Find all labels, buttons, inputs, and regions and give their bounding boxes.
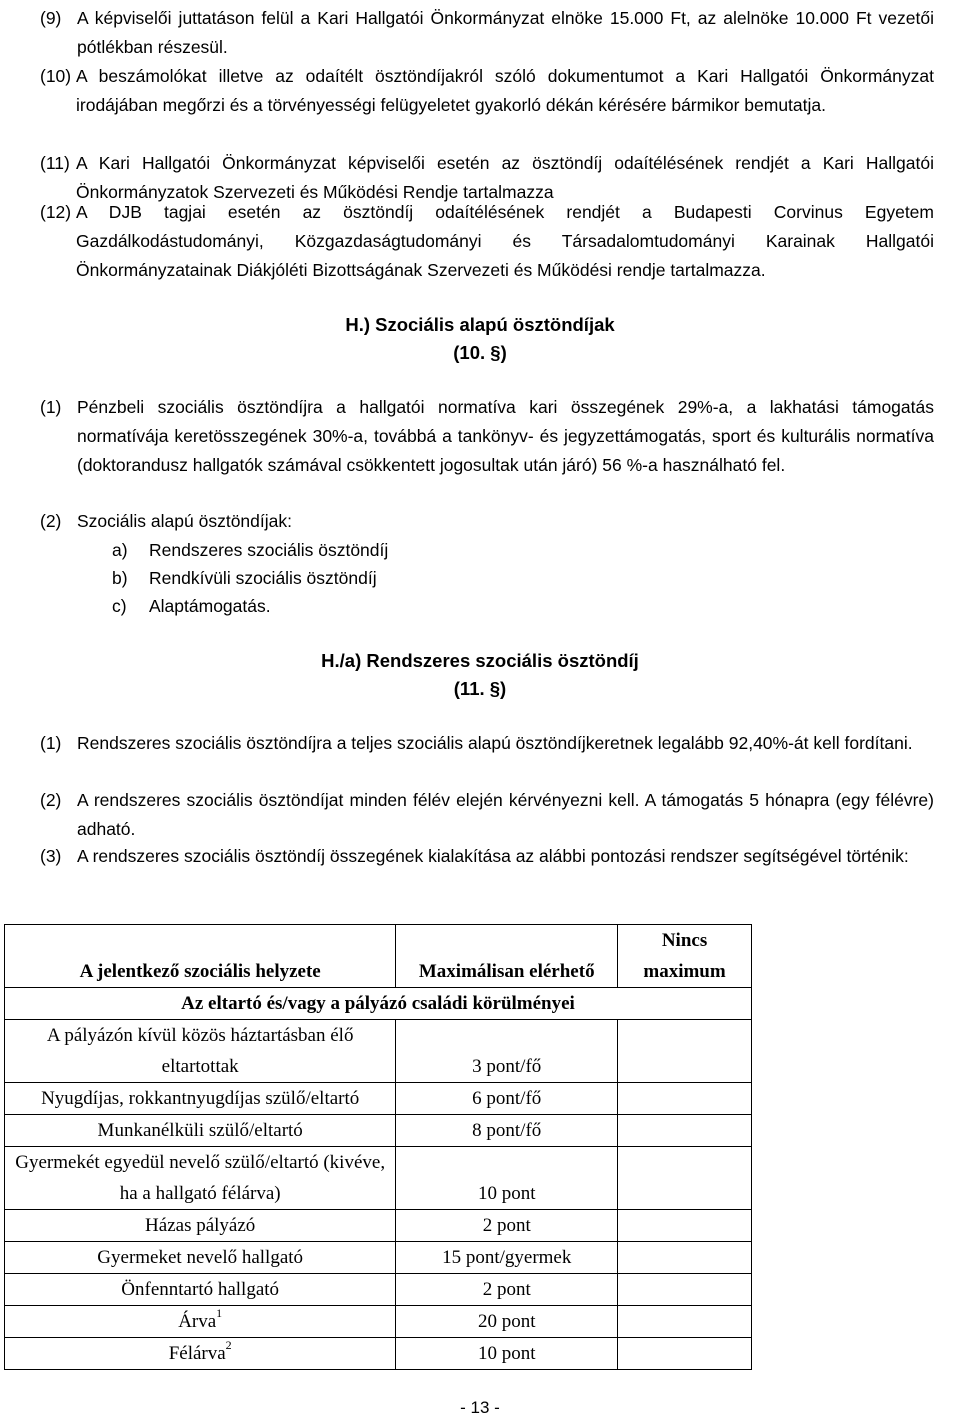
page-number: - 13 - [460,1398,500,1417]
paragraph-text: Szociális alapú ösztöndíjak: [77,511,292,531]
paragraph-number: (12) [40,202,72,222]
table-row [5,1274,752,1306]
table-row-value: 3 pont/fő [396,1020,618,1083]
paragraph-text: A rendszeres szociális ösztöndíjat minden félév elején kérvényezni kell. A támogatás 5 hónapra (egy félévre) adható. [77,790,934,839]
table-row-label: Gyermeket nevelő hallgató [5,1242,396,1274]
table-row-empty [618,1274,752,1306]
table-row-value: 10 pont [396,1147,618,1210]
table-row-value: 2 pont [396,1210,618,1242]
table-row [5,1020,752,1083]
paragraph-text: A beszámolókat illetve az odaítélt ösztöndíjakról szóló dokumentumot a Kari Hallgatói Önkormányzat irodájában megőrzi és a törvényességi felügyeletet gyakorló dékán kérésére bármikor bemutatja. [76,66,934,115]
list-item [112,592,271,621]
paragraph-number: (9) [40,8,62,28]
paragraph-text: Pénzbeli szociális ösztöndíjra a hallgatói normatíva kari összegének 29%-a, a lakhatási támogatás normatívája keretösszegének 30%-a, továbbá a tankönyv- és jegyzettámogatás, sport és kulturális normatíva (doktorandusz hallgatók számával csökkentett jogosultak után járó) 56 %-a használható fel. [77,397,934,475]
footnote-marker: 1 [216,1306,223,1320]
paragraph-text: A rendszeres szociális ösztöndíj összegének kialakítása az alábbi pontozási rendszer segítségével történik: [77,846,909,866]
paragraph-number: (2) [40,790,62,810]
table-row-label: A pályázón kívül közös háztartásban élő eltartottak [5,1020,396,1083]
section-ha-title: H./a) Rendszeres szociális ösztöndíj [321,650,639,671]
list-text: Rendkívüli szociális ösztöndíj [149,568,377,588]
table-row [5,1210,752,1242]
paragraph-text: A DJB tagjai esetén az ösztöndíj odaítélésének rendjét a Budapesti Corvinus Egyetem Gazdálkodástudományi, Közgazdaságtudományi és Társadalomtudományi Karainak Hallgatói Önkormányzatainak Diákjóléti Bizottságának Szervezeti és Működési rendje tartalmazza. [76,202,934,280]
table-row [5,1083,752,1115]
section-h-paragraph-2 [40,507,934,536]
paragraph-number: (2) [40,511,62,531]
table-row-empty [618,1338,752,1370]
table-row-value: 8 pont/fő [396,1115,618,1147]
table-row-empty [618,1083,752,1115]
table-row-empty [618,1147,752,1210]
table-row-label [5,1306,396,1338]
paragraph-number: (3) [40,846,62,866]
table-row-label: Munkanélküli szülő/eltartó [5,1115,396,1147]
paragraph-text: A képviselői juttatáson felül a Kari Hallgatói Önkormányzat elnöke 15.000 Ft, az alelnöke 10.000 Ft vezetői pótlékban részesül. [77,8,934,57]
table-row-empty [618,1242,752,1274]
list-letter: c) [112,596,127,616]
table-row [5,1306,752,1338]
table-row-empty [618,1306,752,1338]
paragraph-number: (1) [40,733,62,753]
table-header-row [5,925,752,988]
section-h-paragraph-1 [40,393,934,480]
section-ha-article: (11. §) [453,678,507,699]
list-item [112,564,377,593]
table-row-value: 2 pont [396,1274,618,1306]
footnote-marker: 2 [225,1338,232,1352]
list-item [112,536,388,565]
table-header-cell: Maximálisan elérhető [396,925,618,988]
section-h-article: (10. §) [453,342,507,363]
paragraph-number: (10) [40,66,72,86]
paragraph-text: A Kari Hallgatói Önkormányzat képviselői esetén az ösztöndíj odaítélésének rendjét a Kari Hallgatói Önkormányzatok Szervezeti és Működési Rendje tartalmazza [76,153,934,202]
table-row-empty [618,1115,752,1147]
table-row-label: Önfenntartó hallgató [5,1274,396,1306]
table-row [5,1147,752,1210]
paragraph-number: (1) [40,397,62,417]
table-row-value: 10 pont [396,1338,618,1370]
list-text: Rendszeres szociális ösztöndíj [149,540,389,560]
paragraph-9 [40,4,934,62]
table-section-cell: Az eltartó és/vagy a pályázó családi körülményei [5,988,752,1020]
table-row-empty [618,1210,752,1242]
table-row-empty [618,1020,752,1083]
table-row [5,1115,752,1147]
table-row-value: 20 pont [396,1306,618,1338]
list-letter: a) [112,540,128,560]
table-row [5,1242,752,1274]
table-row-value: 15 pont/gyermek [396,1242,618,1274]
table-header-cell: Nincs maximum [618,925,752,988]
section-ha-paragraph-2 [40,786,934,844]
table-header-cell: A jelentkező szociális helyzete [5,925,396,988]
table-row-label: Nyugdíjas, rokkantnyugdíjas szülő/eltartó [5,1083,396,1115]
table-row-label: Házas pályázó [5,1210,396,1242]
section-ha-paragraph-1 [40,729,934,758]
scoring-table [4,924,752,1370]
list-letter: b) [112,568,128,588]
paragraph-number: (11) [40,153,70,173]
paragraph-12 [40,198,934,285]
row-label-text: Árva [178,1311,217,1332]
table-row-label [5,1338,396,1370]
table-row-label: Gyermekét egyedül nevelő szülő/eltartó (kivéve, ha a hallgató félárva) [5,1147,396,1210]
row-label-text: Félárva [168,1343,226,1364]
section-h-title: H.) Szociális alapú ösztöndíjak [345,314,615,335]
section-ha-paragraph-3 [40,842,934,871]
table-section-row [5,988,752,1020]
table-row [5,1338,752,1370]
paragraph-10 [40,62,934,120]
paragraph-text: Rendszeres szociális ösztöndíjra a teljes szociális alapú ösztöndíjkeretnek legalább 92,40%-át kell fordítani. [77,733,913,753]
table-row-value: 6 pont/fő [396,1083,618,1115]
list-text: Alaptámogatás. [149,596,271,616]
